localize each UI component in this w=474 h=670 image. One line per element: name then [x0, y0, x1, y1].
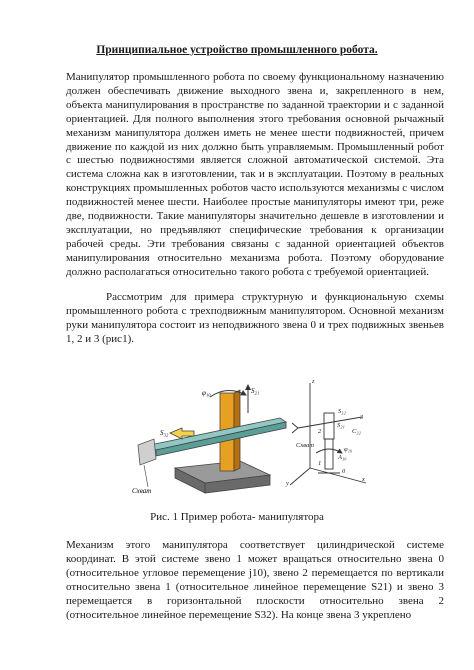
label-phi10: φ₁₀: [202, 389, 211, 397]
scheme-labels: [285, 378, 365, 487]
label-x: x: [362, 476, 365, 483]
label-n2: 2: [318, 428, 322, 435]
label-schvat: Cхват: [132, 487, 152, 495]
rotation-scheme-arrow: [316, 449, 342, 453]
paragraph-1: Манипулятор промышленного робота по своему функциональному назначению должен обеспечивать движение выходного звена и, закрепленного в нем, объекта манипулирования в пространстве по заданной траектории и с заданной ориентацией. Для полного выполнения этого требования основной рычажный механизм манипулятора должен иметь не менее шести подвижностей, причем движение по каждой из них должно быть управляемым. Промышленный робот с шестью подвижностями является сложной автоматической системой. Эта система сложна как в изготовлении, так и в эксплуатации. Поэтому в реальных конструкциях промышленных роботов часто используются механизмы с числом подвижностей менее шести. Наиболее простые манипуляторы имеют три, реже две, подвижности. Такие манипуляторы значительно дешевле в изготовлении и эксплуатации, но предъявляют специфические требования к организации рабочей среды. Эти требования связаны с заданной ориентацией объектов манипулирования относительно механизма робота. Поэтому оборудование должно располагаться относительно такого робота с требуемой ориентацией.: [66, 71, 444, 278]
label-phi10-right: φ₁₀: [344, 446, 353, 453]
label-n3: 3: [360, 414, 364, 421]
robot-figure: [130, 373, 380, 503]
label-a10: A₁₀: [338, 454, 347, 461]
label-c32: C₃₂: [352, 428, 361, 435]
link-1: [325, 439, 333, 469]
paragraph-3: Механизм этого манипулятора соответствует цилиндрической системе координат. В этой системе звено 1 может вращаться относительно звена 0 (относительное угловое перемещение j10), звено 2 перемещается по вертикали относительно звена 1 (относительное линейное перемещение S21) и звено 3 перемещается в горизонтальной плоскости относительно звена 2 (относительное линейное перемещение S32). На конце звена 3 укреплено: [66, 539, 444, 621]
label-schvat-right: Cхват: [296, 442, 314, 449]
gripper: [138, 439, 156, 465]
label-s21-right: S₂₁: [337, 422, 345, 429]
label-s32: S₃₂: [160, 429, 169, 437]
robot-manipulator-diagram: [130, 373, 380, 503]
label-n1: 1: [318, 460, 322, 467]
page-title: Принципиальное устройство промышленного робота.: [96, 44, 378, 56]
axis-y: [290, 468, 310, 485]
figure-caption: Рис. 1 Пример робота- манипулятора: [150, 511, 324, 523]
robot-3d-illustration: [132, 385, 286, 495]
label-s32-right: S₃₂: [338, 408, 346, 415]
link-2: [324, 413, 334, 439]
label-z: z: [312, 378, 315, 385]
label-y: y: [286, 480, 289, 487]
schvat-leader: [144, 465, 148, 487]
paragraph-2: Рассмотрим для примера структурную и функциональную схемы промышленного робота с трехподвижным манипулятором. Основной механизм руки манипулятора состоит из неподвижного звена 0 и трех подвижных звеньев 1, 2 и 3 (рис1).: [66, 291, 444, 345]
gripper-scheme: [292, 423, 298, 433]
robot-arm: [150, 418, 286, 450]
link-3: [298, 417, 362, 428]
label-s21: S₂₁: [251, 387, 260, 395]
axis-x: [310, 468, 366, 483]
label-n0: 0: [342, 468, 346, 475]
